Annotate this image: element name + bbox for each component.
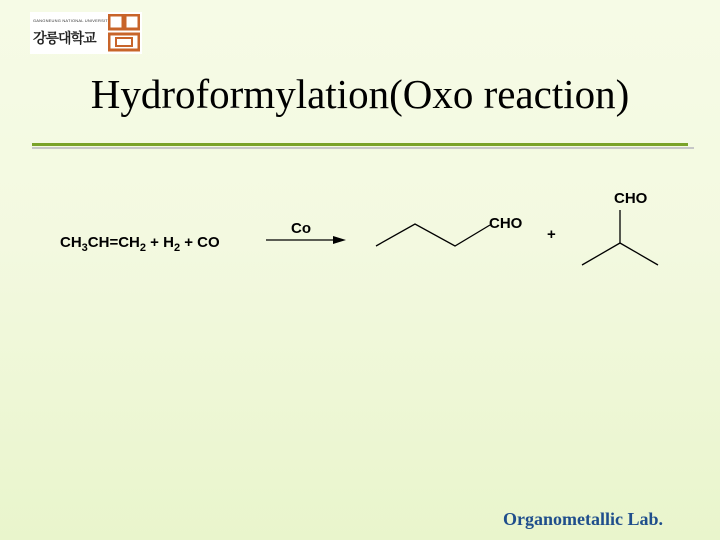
- plus-sign: +: [547, 226, 556, 243]
- footer-lab-name: Organometallic Lab.: [503, 509, 663, 529]
- title-divider: [32, 143, 688, 146]
- catalyst-label: Co: [291, 220, 311, 237]
- university-logo: [30, 12, 142, 54]
- linear-aldehyde-cho-label: CHO: [489, 215, 523, 232]
- slide-title: Hydroformylation(Oxo reaction): [90, 71, 630, 117]
- title-divider-shadow: [32, 147, 694, 149]
- branched-aldehyde-skeleton: [582, 210, 658, 265]
- university-name-korean: 강릉대학교: [33, 31, 96, 47]
- university-name-english: GANGNEUNG NATIONAL UNIVERSITY: [33, 18, 111, 23]
- linear-aldehyde-skeleton: [376, 224, 490, 246]
- reaction-arrow: [266, 236, 346, 244]
- university-emblem-icon: [108, 14, 140, 52]
- reactants-text: $CH_3CH=CH_2 + H_2$ + CO: [60, 234, 220, 254]
- branched-aldehyde-cho-label: CHO: [614, 190, 648, 207]
- reaction-scheme: [0, 170, 720, 290]
